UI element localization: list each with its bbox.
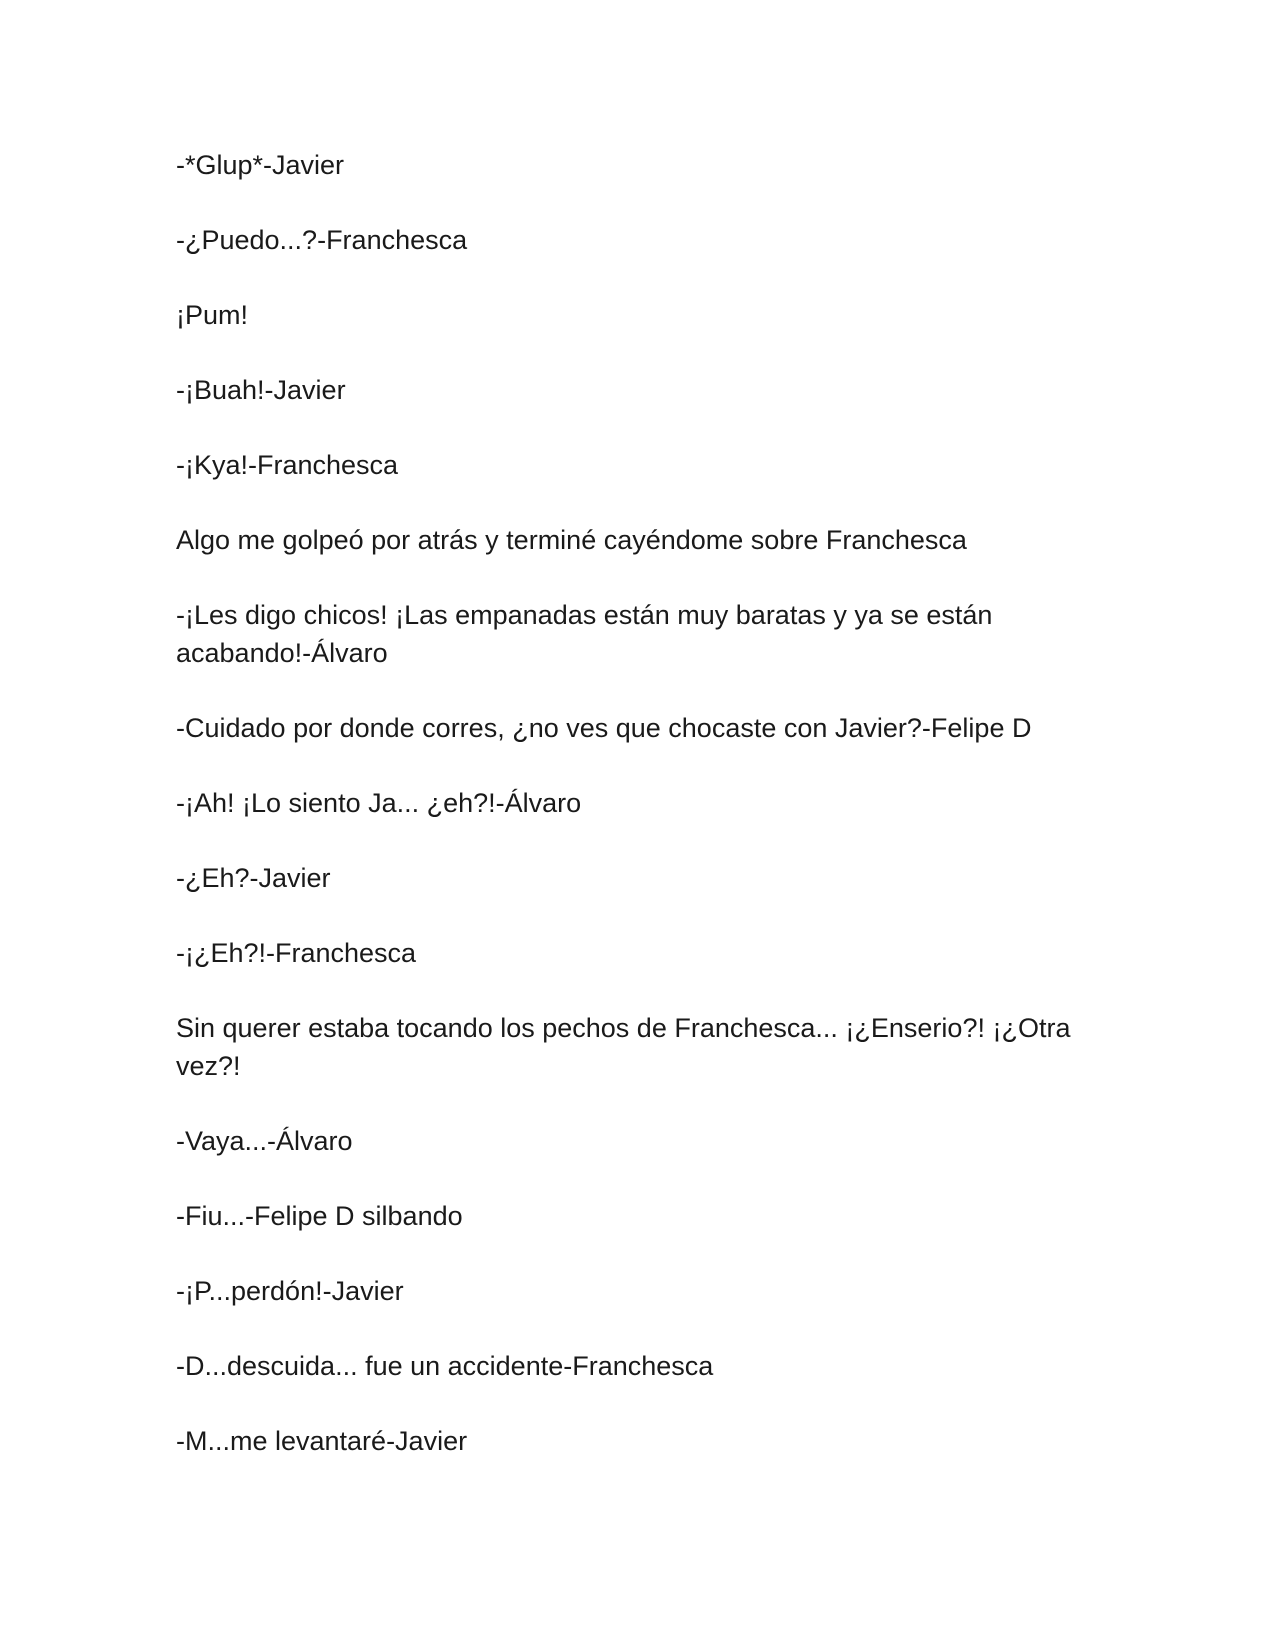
paragraph: -¡Buah!-Javier: [176, 375, 346, 405]
paragraph: -¡P...perdón!-Javier: [176, 1276, 404, 1306]
paragraph: -¡Kya!-Franchesca: [176, 450, 399, 480]
paragraph: -¡Ah! ¡Lo siento Ja... ¿eh?!-Álvaro: [176, 788, 582, 818]
paragraph: -Fiu...-Felipe D silbando: [176, 1201, 463, 1231]
paragraph: Algo me golpeó por atrás y terminé cayéndome sobre Franchesca: [176, 525, 967, 555]
paragraph: -*Glup*-Javier: [176, 150, 345, 180]
paragraph: -¿Puedo...?-Franchesca: [176, 225, 468, 255]
paragraph: -Cuidado por donde corres, ¿no ves que chocaste con Javier?-Felipe D: [176, 713, 1032, 743]
paragraph: -¿Eh?-Javier: [176, 863, 331, 893]
paragraph: -M...me levantaré-Javier: [176, 1426, 468, 1456]
paragraph: -¡Les digo chicos! ¡Las empanadas están muy baratas y ya se están acabando!-Álvaro: [176, 600, 1000, 668]
paragraph: -D...descuida... fue un accidente-Franchesca: [176, 1351, 714, 1381]
paragraph: -¡¿Eh?!-Franchesca: [176, 938, 417, 968]
paragraph: Sin querer estaba tocando los pechos de Franchesca... ¡¿Enserio?! ¡¿Otra vez?!: [176, 1013, 1078, 1081]
paragraph: -Vaya...-Álvaro: [176, 1126, 353, 1156]
story-text: [176, 146, 1096, 1497]
paragraph: ¡Pum!: [176, 300, 249, 330]
